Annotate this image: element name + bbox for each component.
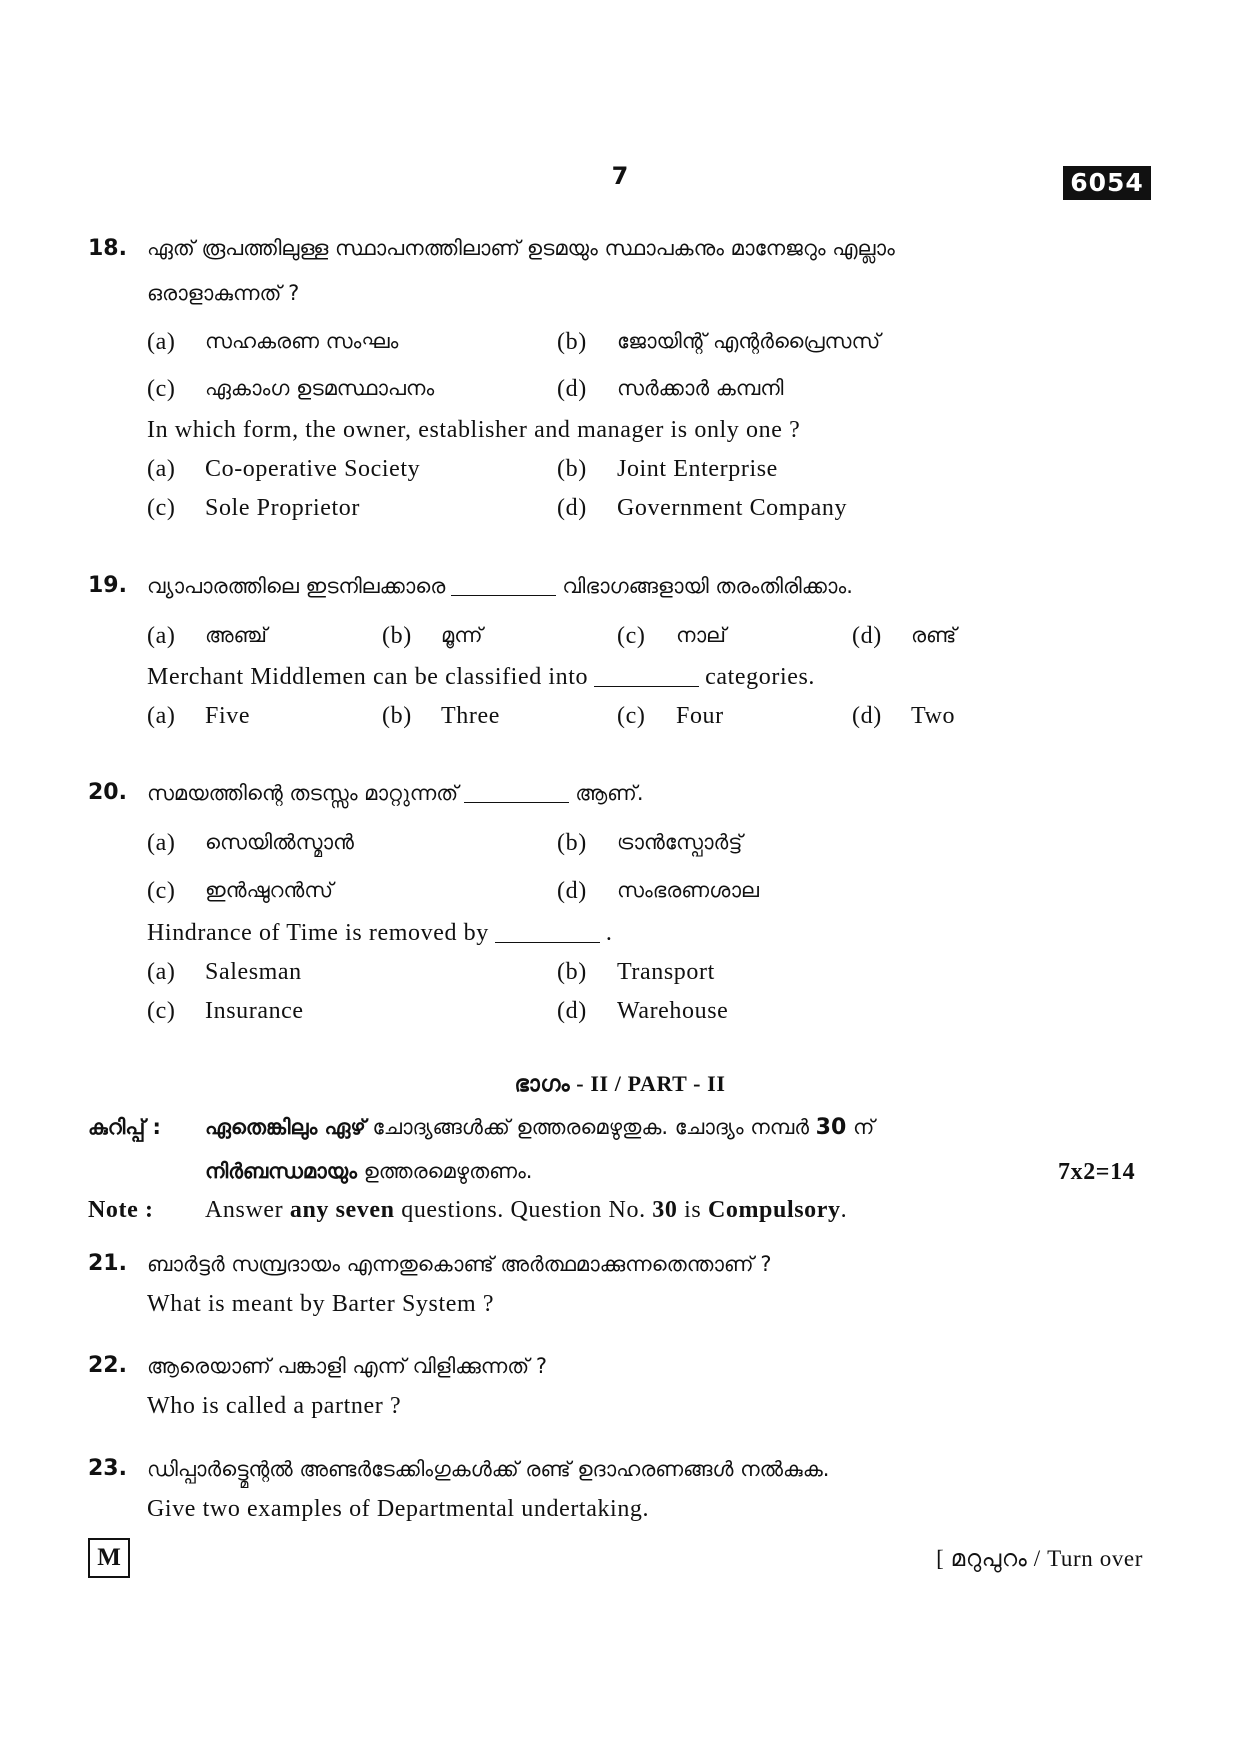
question-number: 22. [88, 1353, 127, 1378]
option-text: മൂന്ന് [441, 623, 483, 647]
turn-over-note: [ മറുപുറം / Turn over [936, 1546, 1143, 1571]
option-label: (c) [617, 623, 646, 649]
page-number: 7 [611, 162, 629, 190]
option-text: Transport [617, 959, 715, 985]
option-text: Joint Enterprise [617, 456, 778, 482]
option-text: Sole Proprietor [205, 495, 360, 521]
option-label: (c) [147, 998, 176, 1024]
option-label: (b) [557, 830, 587, 856]
question-number: 18. [88, 236, 127, 261]
part-heading: ഭാഗം - II / PART - II [514, 1071, 726, 1096]
option-label: (d) [852, 623, 882, 649]
question-text-ml: ആരെയാണ് പങ്കാളി എന്ന് വിളിക്കുന്നത് ? [147, 1354, 547, 1378]
option-text: നാല് [676, 623, 726, 647]
question-number: 19. [88, 573, 127, 598]
option-text: Five [205, 703, 251, 729]
note-text-ml: ഏതെങ്കിലും ഏഴ് ചോദ്യങ്ങൾക്ക് ഉത്തരമെഴുതുക. ചോദ്യം നമ്പർ 30 ന് [205, 1115, 875, 1140]
question-text-en: Who is called a partner ? [147, 1393, 402, 1419]
question-number: 21. [88, 1251, 127, 1276]
option-label: (a) [147, 830, 176, 856]
option-text: സർക്കാർ കമ്പനി [617, 376, 784, 400]
option-label: (b) [557, 959, 587, 985]
question-text-ml: ഒരാളാകുന്നത് ? [147, 281, 300, 305]
note-text-en: Answer any seven questions. Question No. 30 is Compulsory. [205, 1197, 848, 1223]
question-text-ml: വ്യാപാരത്തിലെ ഇടനിലക്കാരെ വിഭാഗങ്ങളായി തരംതിരിക്കാം. [147, 574, 853, 598]
question-text-ml: ഡിപ്പാർട്ട്മെന്റൽ അണ്ടർടേക്കിംഗുകൾക്ക് രണ്ട് ഉദാഹരണങ്ങൾ നൽകുക. [147, 1457, 830, 1481]
paper-code-badge: 6054 [1063, 166, 1151, 200]
question-text-en: What is meant by Barter System ? [147, 1291, 495, 1317]
answer-blank [594, 686, 699, 687]
note-text-ml: നിർബന്ധമായും ഉത്തരമെഴുതണം. [205, 1159, 533, 1183]
question-number: 23. [88, 1456, 127, 1481]
option-label: (b) [382, 703, 412, 729]
question-text-ml: ബാർട്ടർ സമ്പ്രദായം എന്നതുകൊണ്ട് അർത്ഥമാക്കുന്നതെന്താണ് ? [147, 1252, 772, 1276]
question-text-en: In which form, the owner, establisher and manager is only one ? [147, 417, 801, 443]
option-text: Co-operative Society [205, 456, 421, 482]
question-text-ml: ഏത് രൂപത്തിലുള്ള സ്ഥാപനത്തിലാണ് ഉടമയും സ്ഥാപകനും മാനേജറും എല്ലാം [147, 236, 895, 260]
option-text: Government Company [617, 495, 848, 521]
option-label: (d) [557, 878, 587, 904]
option-label: (b) [382, 623, 412, 649]
option-label: (d) [557, 376, 587, 402]
option-label: (a) [147, 959, 176, 985]
option-label: (a) [147, 456, 176, 482]
note-label-en: Note : [88, 1197, 154, 1223]
option-label: (a) [147, 703, 176, 729]
option-text: ഇൻഷുറൻസ് [205, 878, 334, 902]
option-text: Two [911, 703, 956, 729]
option-label: (c) [617, 703, 646, 729]
question-text-ml: സമയത്തിന്റെ തടസ്സം മാറ്റുന്നത് ആണ്. [147, 781, 644, 805]
marks-allotted: 7x2=14 [1058, 1159, 1136, 1185]
option-text: സഹകരണ സംഘം [205, 329, 399, 353]
question-text-en: Merchant Middlemen can be classified into categories. [147, 664, 816, 690]
option-text: Insurance [205, 998, 304, 1024]
option-text: ഏകാംഗ ഉടമസ്ഥാപനം [205, 376, 435, 400]
answer-blank [495, 942, 600, 943]
medium-badge: M [88, 1538, 130, 1578]
option-text: രണ്ട് [911, 623, 957, 647]
option-label: (b) [557, 329, 587, 355]
option-label: (c) [147, 495, 176, 521]
option-text: ജോയിന്റ് എന്റർപ്രൈസസ് [617, 329, 881, 353]
option-text: Warehouse [617, 998, 729, 1024]
option-text: Salesman [205, 959, 302, 985]
option-label: (d) [557, 998, 587, 1024]
option-text: ട്രാൻസ്പോർട്ട് [617, 830, 743, 854]
option-label: (d) [852, 703, 882, 729]
option-label: (b) [557, 456, 587, 482]
question-text-en: Give two examples of Departmental undertaking. [147, 1496, 650, 1522]
option-label: (a) [147, 329, 176, 355]
question-text-en: Hindrance of Time is removed by . [147, 920, 613, 946]
option-text: Four [676, 703, 724, 729]
note-label-ml: കുറിപ്പ് : [88, 1115, 161, 1139]
question-number: 20. [88, 780, 127, 805]
option-label: (a) [147, 623, 176, 649]
option-label: (d) [557, 495, 587, 521]
option-text: സംഭരണശാല [617, 878, 759, 902]
option-text: അഞ്ച് [205, 623, 268, 647]
option-label: (c) [147, 376, 176, 402]
option-text: Three [441, 703, 500, 729]
option-label: (c) [147, 878, 176, 904]
answer-blank [451, 595, 556, 596]
answer-blank [464, 802, 569, 803]
option-text: സെയിൽസ്മാൻ [205, 830, 354, 854]
